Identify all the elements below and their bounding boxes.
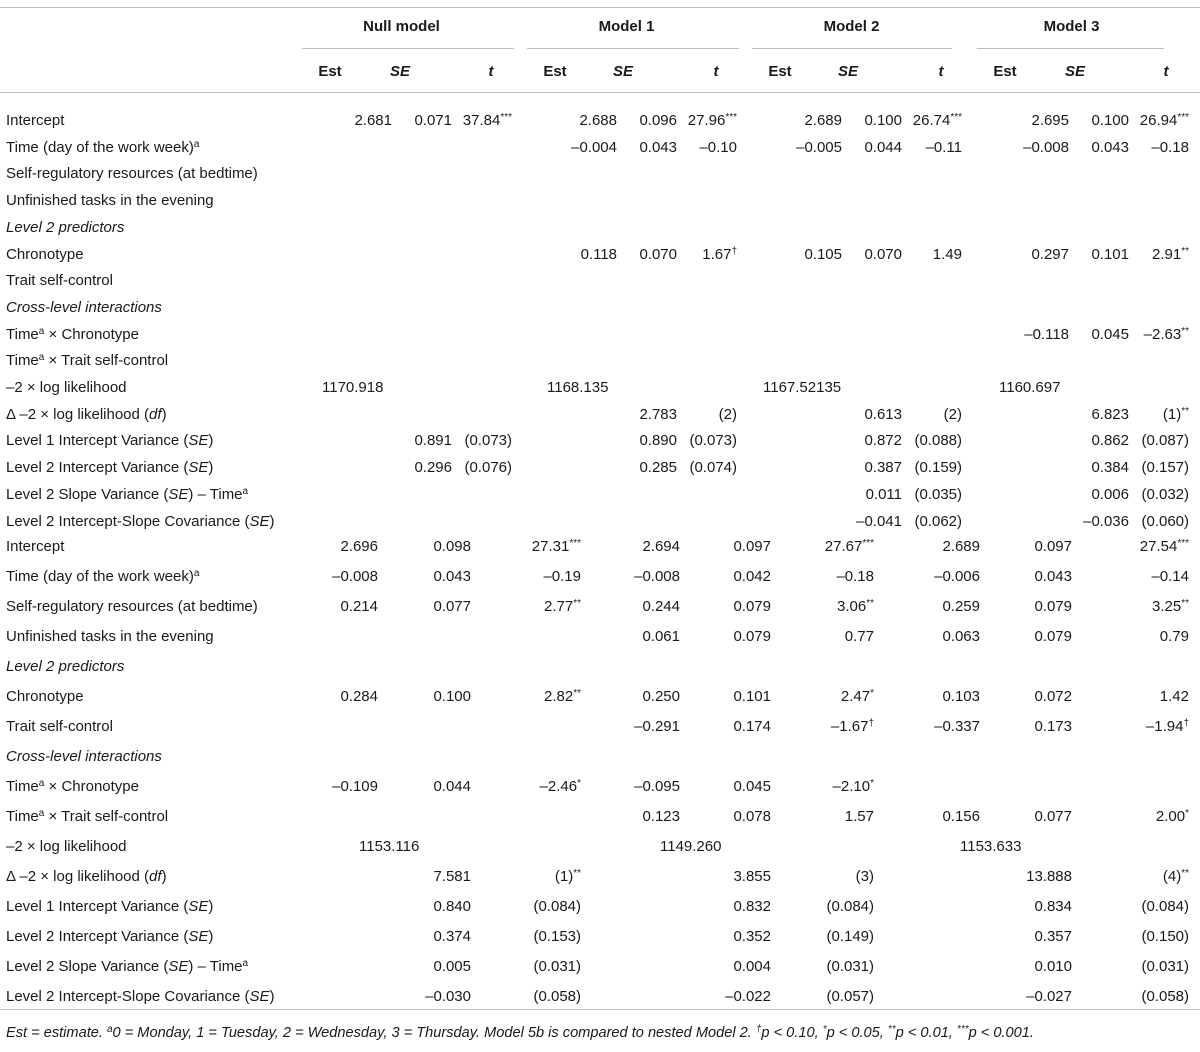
row-label: Intercept bbox=[6, 112, 65, 129]
group-rule-model3 bbox=[977, 48, 1164, 49]
table-cell: 0.100 bbox=[1091, 112, 1129, 129]
table-cell: 27.54*** bbox=[1139, 538, 1189, 555]
loglik-value: 1153.116 bbox=[359, 838, 420, 855]
table-cell: 6.823 bbox=[1091, 406, 1129, 423]
table-cell: 0.259 bbox=[942, 598, 980, 615]
table-cell: –0.006 bbox=[934, 568, 980, 585]
sub-header-se: SE bbox=[1064, 63, 1086, 80]
row-label: Level 2 predictors bbox=[6, 658, 125, 675]
loglik-value: 1167.52135 bbox=[763, 379, 842, 396]
table-cell: (1)** bbox=[554, 868, 581, 885]
table-cell: –0.095 bbox=[634, 778, 680, 795]
table-cell: (0.031) bbox=[533, 958, 581, 975]
table-cell: 0.156 bbox=[942, 808, 980, 825]
row-label: Self-regulatory resources (at bedtime) bbox=[6, 598, 258, 615]
row-label: Level 2 Slope Variance (SE) – Time$^a$ bbox=[6, 958, 249, 975]
table-cell: (4)** bbox=[1162, 868, 1189, 885]
row-label: Cross-level interactions bbox=[6, 299, 162, 316]
row-label: Chronotype bbox=[6, 688, 84, 705]
table-cell: 0.043 bbox=[1034, 568, 1072, 585]
row-label: Δ –2 × log likelihood (df) bbox=[6, 406, 167, 423]
table-cell: –0.337 bbox=[934, 718, 980, 735]
table-cell: –0.118 bbox=[1024, 326, 1069, 343]
row-label: –2 × log likelihood bbox=[6, 379, 127, 396]
table-cell: 2.783 bbox=[639, 406, 677, 423]
table-cell: 3.855 bbox=[733, 868, 771, 885]
table-cell: 0.043 bbox=[639, 139, 677, 156]
table-cell: (1)** bbox=[1162, 406, 1189, 423]
table-cell: 2.91** bbox=[1152, 246, 1189, 263]
table-cell: –0.109 bbox=[332, 778, 378, 795]
sub-header-est: Est bbox=[318, 63, 342, 80]
table-cell: 1.57 bbox=[844, 808, 874, 825]
table-cell: 0.79 bbox=[1159, 628, 1189, 645]
table-cell: (0.149) bbox=[826, 928, 874, 945]
table-cell: 0.613 bbox=[864, 406, 902, 423]
row-label: Chronotype bbox=[6, 246, 84, 263]
table-cell: 0.079 bbox=[733, 628, 771, 645]
row-label: –2 × log likelihood bbox=[6, 838, 127, 855]
table-cell: 2.695 bbox=[1031, 112, 1069, 129]
table-cell: 0.384 bbox=[1091, 459, 1129, 476]
table-cell: 2.689 bbox=[942, 538, 980, 555]
table-cell: 0.096 bbox=[639, 112, 677, 129]
table-cell: (0.084) bbox=[826, 898, 874, 915]
sub-header-se: SE bbox=[837, 63, 859, 80]
sub-header-t: t bbox=[938, 63, 944, 80]
table-cell: 2.82** bbox=[544, 688, 581, 705]
row-label: Level 2 Intercept-Slope Covariance (SE) bbox=[6, 988, 275, 1005]
table-cell: –0.004 bbox=[571, 139, 617, 156]
row-label: Trait self-control bbox=[6, 272, 113, 289]
loglik-value: 1168.135 bbox=[547, 379, 609, 396]
table-cell: 2.47* bbox=[840, 688, 874, 705]
table-cell: 37.84*** bbox=[462, 112, 512, 129]
table-cell: 0.244 bbox=[642, 598, 680, 615]
group-rule-model1 bbox=[527, 48, 739, 49]
table-cell: –1.67† bbox=[830, 718, 874, 735]
table-cell: –0.291 bbox=[634, 718, 680, 735]
table-cell: 0.079 bbox=[1034, 598, 1072, 615]
table-cell: (0.057) bbox=[826, 988, 874, 1005]
table-cell: 0.079 bbox=[1034, 628, 1072, 645]
group-rule-null bbox=[302, 48, 514, 49]
table-cell: 1.49 bbox=[932, 246, 962, 263]
table-cell: 2.694 bbox=[642, 538, 680, 555]
table-cell: 0.010 bbox=[1034, 958, 1072, 975]
header-bottom-rule bbox=[0, 92, 1200, 93]
table-cell: 0.352 bbox=[733, 928, 771, 945]
sub-header-t: t bbox=[488, 63, 494, 80]
table-cell: 0.297 bbox=[1031, 246, 1069, 263]
row-label: Level 2 Intercept-Slope Covariance (SE) bbox=[6, 513, 275, 530]
table-cell: (0.157) bbox=[1141, 459, 1189, 476]
table-cell: 2.681 bbox=[354, 112, 392, 129]
table-cell: 0.101 bbox=[1091, 246, 1129, 263]
row-label: Level 1 Intercept Variance (SE) bbox=[6, 898, 214, 915]
table-cell: –0.027 bbox=[1026, 988, 1072, 1005]
table-cell: (3) bbox=[855, 868, 874, 885]
table-cell: (0.087) bbox=[1141, 432, 1189, 449]
row-label: Level 2 Slope Variance (SE) – Time$^a$ bbox=[6, 486, 249, 503]
table-cell: 0.100 bbox=[433, 688, 471, 705]
table-cell: 0.357 bbox=[1034, 928, 1072, 945]
table-cell: 0.063 bbox=[942, 628, 980, 645]
table-cell: 0.123 bbox=[642, 808, 680, 825]
table-cell: 0.004 bbox=[733, 958, 771, 975]
sub-header-t: t bbox=[1163, 63, 1169, 80]
table-cell: 0.77 bbox=[844, 628, 874, 645]
table-cell: 13.888 bbox=[1026, 868, 1072, 885]
table-cell: (0.084) bbox=[1141, 898, 1189, 915]
table-cell: 7.581 bbox=[433, 868, 471, 885]
table-cell: 0.044 bbox=[433, 778, 471, 795]
table-cell: (0.073) bbox=[689, 432, 737, 449]
table-cell: (0.058) bbox=[1141, 988, 1189, 1005]
table-cell: 0.296 bbox=[414, 459, 452, 476]
loglik-value: 1149.260 bbox=[660, 838, 722, 855]
top-rule bbox=[0, 7, 1200, 8]
table-cell: –0.10 bbox=[699, 139, 737, 156]
row-label: Trait self-control bbox=[6, 718, 113, 735]
sub-header-t: t bbox=[713, 63, 719, 80]
table-cell: –0.041 bbox=[856, 513, 902, 530]
table-cell: 0.070 bbox=[864, 246, 902, 263]
row-label: Unfinished tasks in the evening bbox=[6, 628, 214, 645]
sub-header-est: Est bbox=[993, 63, 1017, 80]
bottom-rule bbox=[0, 1009, 1200, 1010]
row-label: Self-regulatory resources (at bedtime) bbox=[6, 165, 258, 182]
table-cell: (0.153) bbox=[533, 928, 581, 945]
table-cell: 0.891 bbox=[414, 432, 452, 449]
table-cell: 0.285 bbox=[639, 459, 677, 476]
table-cell: (0.031) bbox=[826, 958, 874, 975]
table-cell: –2.46* bbox=[539, 778, 581, 795]
table-cell: 0.045 bbox=[1091, 326, 1129, 343]
table-cell: 27.31*** bbox=[531, 538, 581, 555]
loglik-value: 1160.697 bbox=[999, 379, 1061, 396]
table-cell: 0.173 bbox=[1034, 718, 1072, 735]
table-cell: –0.008 bbox=[634, 568, 680, 585]
table-cell: 3.25** bbox=[1152, 598, 1189, 615]
table-cell: 0.061 bbox=[642, 628, 680, 645]
row-label: Time$^a$ × Trait self-control bbox=[6, 808, 169, 825]
table-cell: 2.77** bbox=[544, 598, 581, 615]
table-cell: (0.073) bbox=[464, 432, 512, 449]
row-label: Unfinished tasks in the evening bbox=[6, 192, 214, 209]
group-rule-model2 bbox=[752, 48, 952, 49]
table-cell: 0.045 bbox=[733, 778, 771, 795]
table-cell: (2) bbox=[943, 406, 962, 423]
table-cell: (0.031) bbox=[1141, 958, 1189, 975]
row-label: Level 2 Intercept Variance (SE) bbox=[6, 459, 214, 476]
row-label: Time (day of the work week)$^a$ bbox=[6, 568, 200, 585]
sub-header-est: Est bbox=[543, 63, 567, 80]
group-header-model3: Model 3 bbox=[1043, 18, 1100, 35]
table-cell: 0.044 bbox=[864, 139, 902, 156]
table-cell: –0.14 bbox=[1151, 568, 1189, 585]
table-cell: 26.94*** bbox=[1139, 112, 1189, 129]
table-cell: –0.11 bbox=[925, 139, 962, 156]
table-cell: (0.150) bbox=[1141, 928, 1189, 945]
table-cell: 0.214 bbox=[340, 598, 378, 615]
table-cell: 0.097 bbox=[1034, 538, 1072, 555]
sub-header-est: Est bbox=[768, 63, 792, 80]
table-cell: 0.100 bbox=[864, 112, 902, 129]
table-cell: 0.078 bbox=[733, 808, 771, 825]
table-cell: 0.105 bbox=[804, 246, 842, 263]
table-cell: 0.071 bbox=[414, 112, 452, 129]
table-cell: 0.072 bbox=[1034, 688, 1072, 705]
table-cell: –0.008 bbox=[1023, 139, 1069, 156]
table-cell: 0.118 bbox=[580, 246, 617, 263]
table-cell: –0.19 bbox=[543, 568, 581, 585]
table-footnote: Est = estimate. $^a$0 = Monday, 1 = Tuesday, 2 = Wednesday, 3 = Thursday. Model 5b is compared to nested Model 2. †p < 0.10, *p < 0.05, **p < 0.01, ***p < 0.001. bbox=[6, 1024, 1034, 1041]
row-label: Level 2 Intercept Variance (SE) bbox=[6, 928, 214, 945]
table-cell: 0.011 bbox=[865, 486, 902, 503]
table-cell: 0.077 bbox=[1034, 808, 1072, 825]
table-cell: –0.030 bbox=[425, 988, 471, 1005]
table-cell: 0.872 bbox=[864, 432, 902, 449]
row-label: Time$^a$ × Chronotype bbox=[6, 326, 139, 343]
table-cell: 2.688 bbox=[579, 112, 617, 129]
table-cell: (0.159) bbox=[914, 459, 962, 476]
row-label: Cross-level interactions bbox=[6, 748, 162, 765]
table-cell: 0.077 bbox=[433, 598, 471, 615]
table-cell: 0.862 bbox=[1091, 432, 1129, 449]
table-cell: 1.67† bbox=[702, 246, 737, 263]
table-cell: 0.070 bbox=[639, 246, 677, 263]
table-cell: 26.74*** bbox=[912, 112, 962, 129]
table-cell: –1.94† bbox=[1145, 718, 1189, 735]
table-cell: –2.63** bbox=[1143, 326, 1189, 343]
table-cell: 0.043 bbox=[1091, 139, 1129, 156]
table-cell: –0.036 bbox=[1083, 513, 1129, 530]
table-cell: 2.689 bbox=[804, 112, 842, 129]
loglik-value: 1170.918 bbox=[322, 379, 384, 396]
table-cell: (0.074) bbox=[689, 459, 737, 476]
table-cell: 0.043 bbox=[433, 568, 471, 585]
table-cell: 0.101 bbox=[733, 688, 771, 705]
table-cell: (2) bbox=[718, 406, 737, 423]
table-cell: 0.832 bbox=[733, 898, 771, 915]
table-cell: –0.008 bbox=[332, 568, 378, 585]
row-label: Δ –2 × log likelihood (df) bbox=[6, 868, 167, 885]
table-cell: 0.103 bbox=[942, 688, 980, 705]
table-cell: (0.088) bbox=[914, 432, 962, 449]
table-cell: 2.696 bbox=[340, 538, 378, 555]
table-cell: (0.062) bbox=[914, 513, 962, 530]
table-cell: 0.834 bbox=[1034, 898, 1072, 915]
table-cell: 0.042 bbox=[733, 568, 771, 585]
table-cell: (0.032) bbox=[1141, 486, 1189, 503]
table-cell: –2.10* bbox=[832, 778, 874, 795]
table-cell: 0.174 bbox=[733, 718, 771, 735]
table-cell: 27.67*** bbox=[824, 538, 874, 555]
table-cell: 0.374 bbox=[433, 928, 471, 945]
table-cell: (0.076) bbox=[464, 459, 512, 476]
row-label: Time (day of the work week)$^a$ bbox=[6, 139, 200, 156]
loglik-value: 1153.633 bbox=[960, 838, 1022, 855]
table-cell: 1.42 bbox=[1159, 688, 1189, 705]
table-cell: 0.840 bbox=[433, 898, 471, 915]
table-cell: 0.890 bbox=[639, 432, 677, 449]
table-cell: (0.058) bbox=[533, 988, 581, 1005]
row-label: Level 2 predictors bbox=[6, 219, 125, 236]
row-label: Time$^a$ × Trait self-control bbox=[6, 352, 169, 369]
table-cell: 0.005 bbox=[433, 958, 471, 975]
table-cell: 27.96*** bbox=[687, 112, 737, 129]
group-header-null: Null model bbox=[363, 18, 440, 35]
table-cell: 0.097 bbox=[733, 538, 771, 555]
table-cell: (0.035) bbox=[914, 486, 962, 503]
table-cell: –0.18 bbox=[1151, 139, 1189, 156]
table-cell: –0.022 bbox=[725, 988, 771, 1005]
sub-header-se: SE bbox=[612, 63, 634, 80]
group-header-model1: Model 1 bbox=[598, 18, 655, 35]
table-cell: (0.084) bbox=[533, 898, 581, 915]
row-label: Time$^a$ × Chronotype bbox=[6, 778, 139, 795]
row-label: Level 1 Intercept Variance (SE) bbox=[6, 432, 214, 449]
table-cell: –0.18 bbox=[836, 568, 874, 585]
group-header-model2: Model 2 bbox=[823, 18, 880, 35]
sub-header-se: SE bbox=[389, 63, 411, 80]
table-cell: 3.06** bbox=[837, 598, 874, 615]
table-cell: –0.005 bbox=[796, 139, 842, 156]
table-cell: 0.387 bbox=[864, 459, 902, 476]
table-cell: (0.060) bbox=[1141, 513, 1189, 530]
table-cell: 0.250 bbox=[642, 688, 680, 705]
table-cell: 0.079 bbox=[733, 598, 771, 615]
table-cell: 2.00* bbox=[1155, 808, 1189, 825]
table-cell: 0.284 bbox=[340, 688, 378, 705]
table-cell: 0.098 bbox=[433, 538, 471, 555]
row-label: Intercept bbox=[6, 538, 65, 555]
table-cell: 0.006 bbox=[1091, 486, 1129, 503]
